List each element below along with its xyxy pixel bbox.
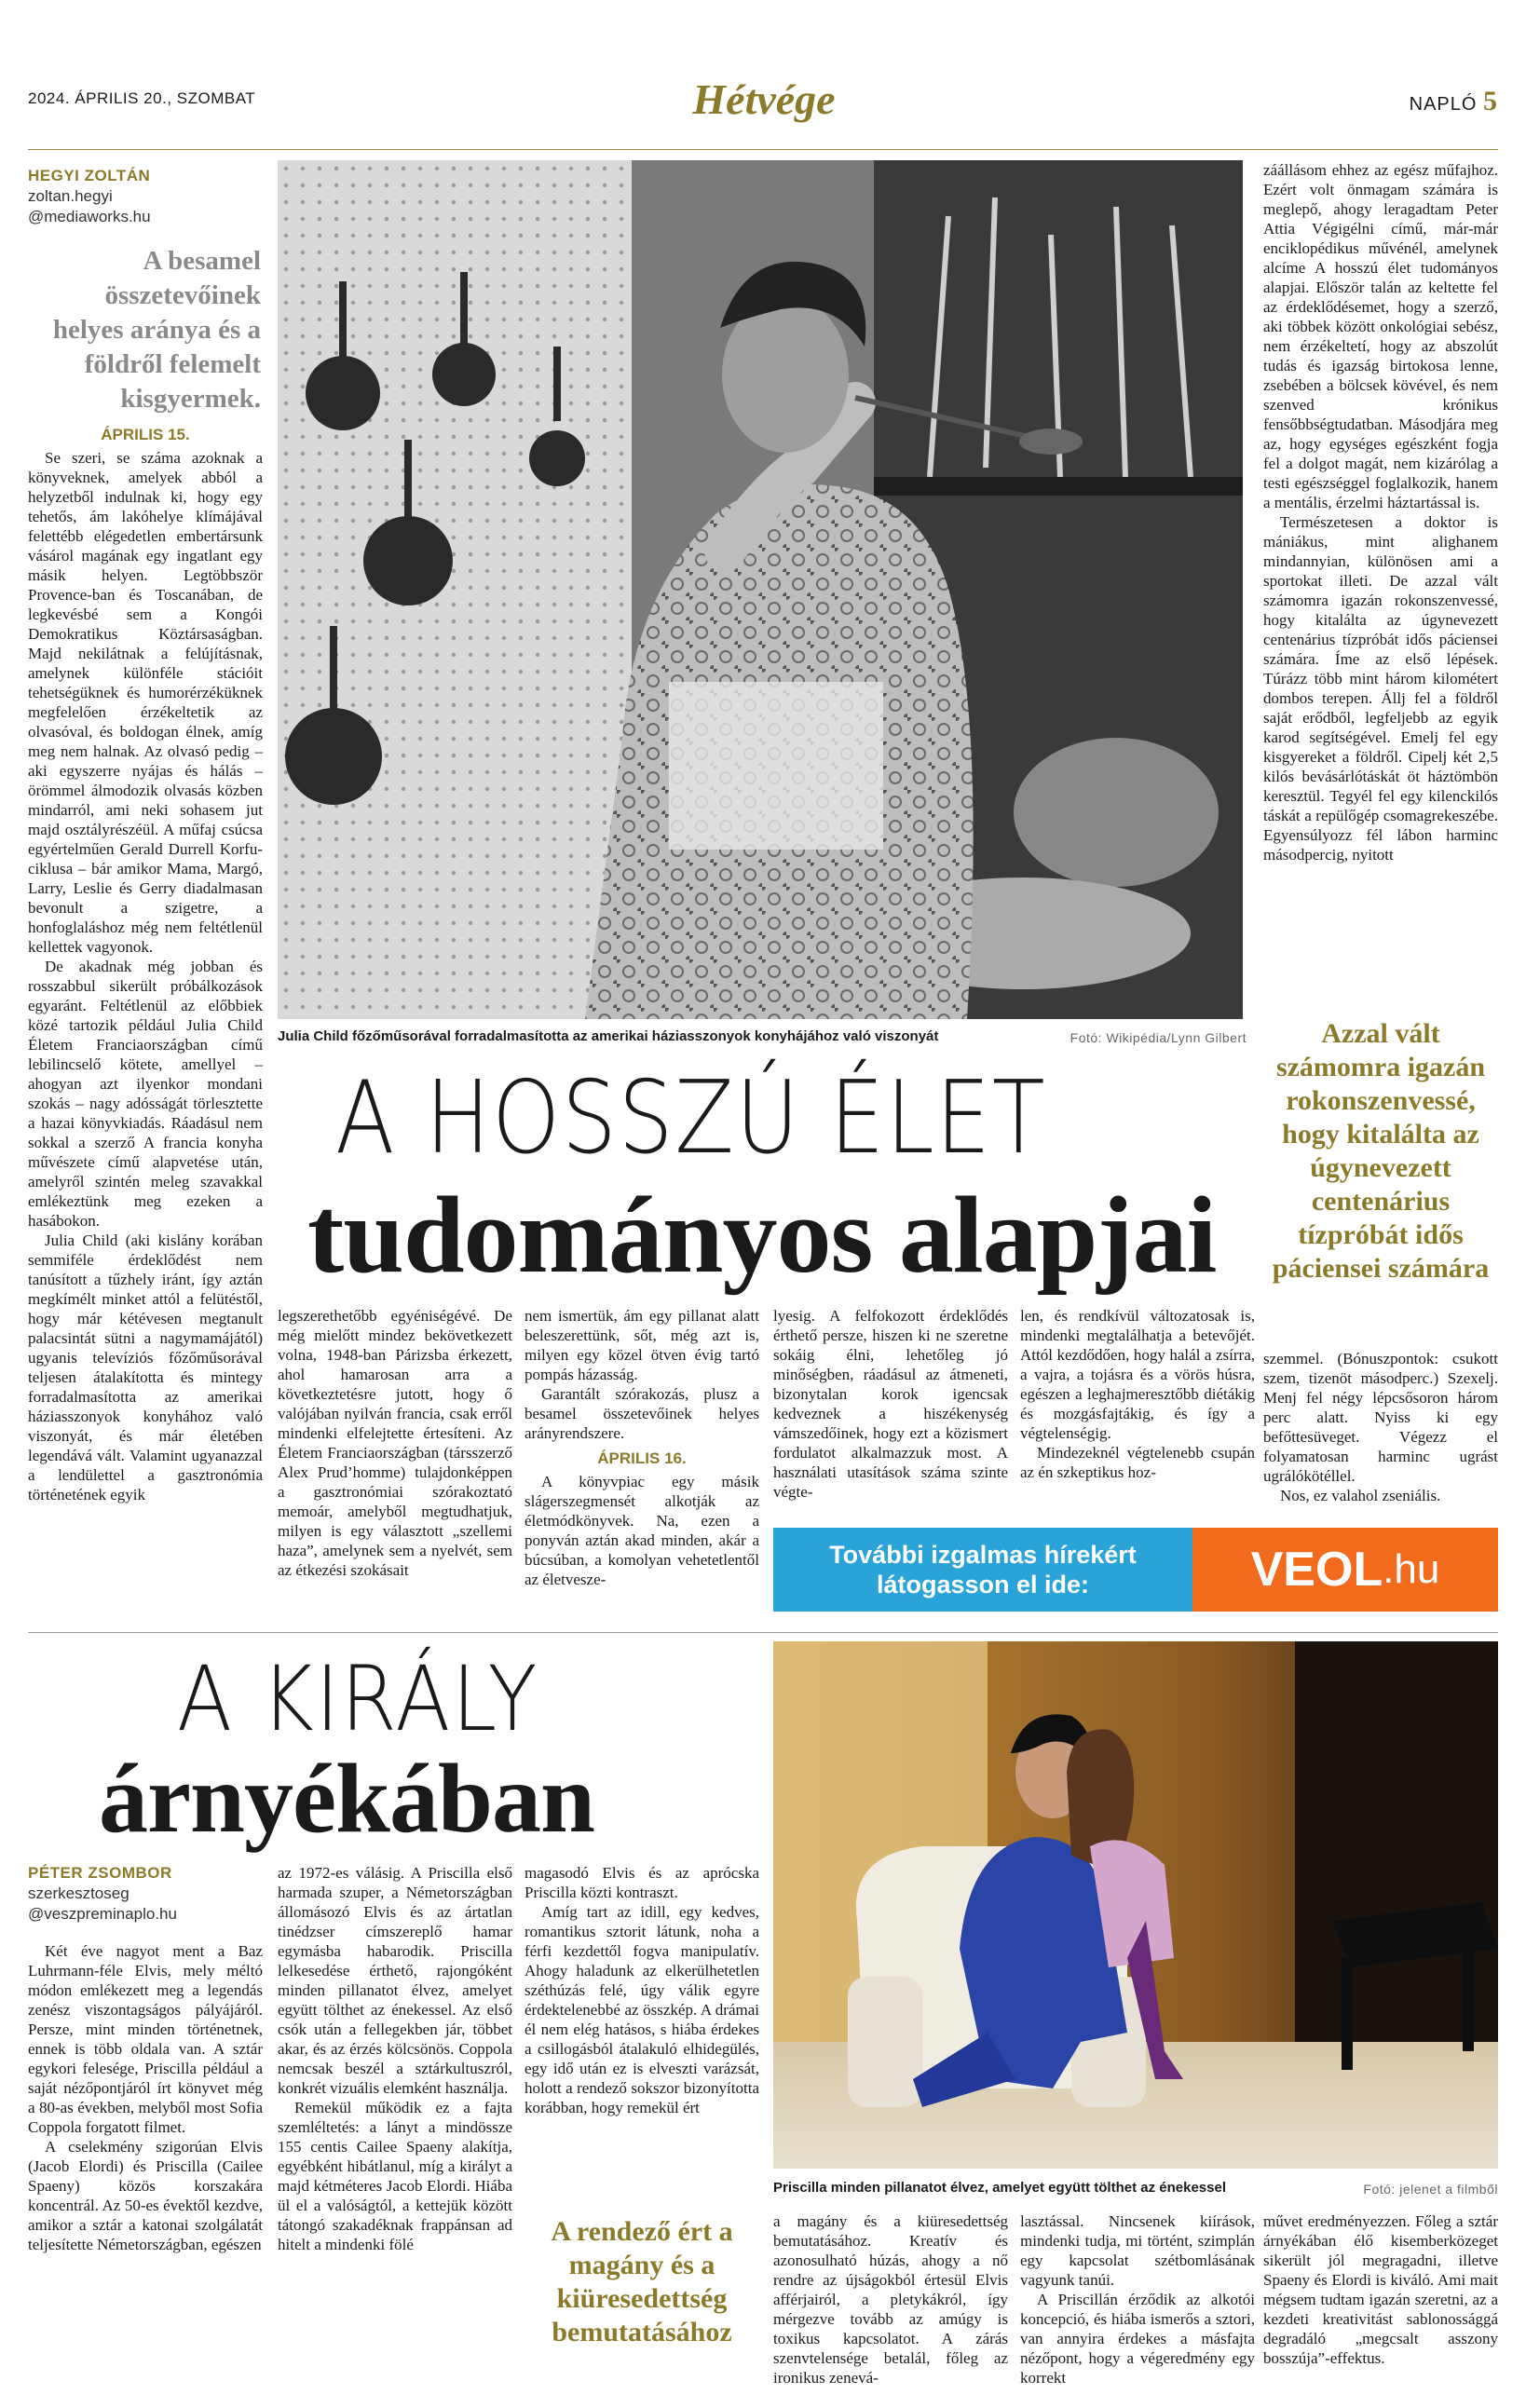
ad-brand-suffix: .hu <box>1383 1546 1440 1592</box>
paragraph: művet eredményezzen. Főleg a sztár árnyékában élő kisemberközeget sikerült jól megragadni, illetve Spaeny és Elordi is kiváló. Ami mait mégsem tudtam igazán szeretni, az a kezdeti kreativitást sablonossággá degradáló „megcsalt asszony bosszúja”-effektus. <box>1263 2212 1498 2367</box>
ad-text-line2: látogasson el ide: <box>876 1571 1090 1599</box>
paragraph: a magány és a kiüresedettség bemutatásához. Kreatív és azonosulható húzás, ahogy a nő rendre az újságokból értesül Elvis afférjairól, a pletykákról, így mérgezve tovább az amúgy is toxikus kapcsolatot. A zárás szenvtelensége betalál, főleg az ironikus zenevá- <box>773 2212 1008 2387</box>
issue-date: 2024. ÁPRILIS 20., SZOMBAT <box>28 89 256 107</box>
paragraph: magasodó Elvis és az aprócska Priscilla közti kontraszt. <box>525 1864 759 1901</box>
article2-title-line1: A KIRÁLY <box>177 1647 539 1751</box>
article2-photo-caption: Priscilla minden pillanatot élvez, amelyet együtt tölthet az énekessel <box>773 2180 1226 2196</box>
paper-name: NAPLÓ <box>1409 94 1478 115</box>
paragraph: Természetesen a doktor is mániákus, mint alighanem mindannyian, különösen ami a sportokat illeti. De azzal vált számomra igazán rokonszenvessé, hogy kitalálta az úgynevezett centenárius tízpróbát idős páciensei számára. Íme az első lépések. Túrázz több mint három kilométert dombos terepen. Állj fel a földről saját erődből, legfeljebb az egyik karod segítségével. Emelj fel egy kisgyereket a földről. Cipelj két 2,5 kilós bevásárlótáskát öt háztömbön keresztül. Tegyél fel egy kilenckilós táskát a repülőgép csomagrekeszébe. Egyensúlyozz fél lábon harminc másodpercig, nyitott <box>1263 513 1498 864</box>
paragraph: Két éve nagyot ment a Baz Luhrmann-féle Elvis, mely méltó módon emlékezett meg a legendás zenész viszontagságos pályájáról. Persze, mint minden történetnek, ennek is több oldala van. A sztár egykori felesége, Priscilla például a saját nézőpontjáról írt könyvet még a 80-as években, melyből most Sofia Coppola forgatott filmet. <box>28 1942 263 2136</box>
article1-title-line1: A HOSSZÚ ÉLET <box>335 1060 1047 1177</box>
article1-column-4 <box>773 1306 1008 1502</box>
article2-photo-credit: Fotó: jelenet a filmből <box>1363 2182 1498 2197</box>
article1-photo-credit: Fotó: Wikipédia/Lynn Gilbert <box>1070 1030 1247 1045</box>
page-label <box>1410 86 1498 117</box>
julia-child-photo <box>278 160 1243 1019</box>
paragraph: Amíg tart az idill, egy kedves, romantikus sztorit látunk, noha a férfi kezdettől fogva manipulatív. Ahogy haladunk az elkerülhetetlen széthúzás felé, úgy válik egyre érdektelenebbé az összkép. A drámai él nem elég hatásos, s hiába érdekes a csillogásból átalakuló elhidegülés, egy idő után ez is elveszti varázsát, holott a rendező sokszor bizonyította korábban, hogy remekül ért <box>525 1903 759 2116</box>
paragraph: A könyvpiac egy másik slágerszegmensét alkotják az életmódkönyvek. Na, ezen a ponyván aztán akad minden, akár a búcsúban, a komolyan vehetetlentől az életvesze- <box>525 1473 759 1588</box>
author-email-2: @mediaworks.hu <box>28 208 151 225</box>
article1-lead: A besamel összetevőinek helyes aránya és a földről felemelt kisgyermek. <box>52 246 261 414</box>
paragraph: legszerethetőbb egyéniségévé. De még mielőtt mindez bekövetkezett volna, 1948-ban Párizsba érkezett, ahol hamarosan arra a következtetésre jutott, hogy ő valójában nyilván francia, csak erről mindenki elfelejtette értesíteni. Az Életem Franciaországban (társszerző Alex Prud’homme) tulajdonképpen a gasztronómiai szórakoztató memoár, amelyből megtudhatjuk, milyen is egy választott „szellemi haza”, amelynek sem a nyelvét, sem az étkezési szokásait <box>278 1307 512 1579</box>
paragraph: A Priscillán érződik az alkotói koncepció, és hiába ismerős a sztori, van annyira érdekes a másfajta nézőpont, hogy a végeredmény egy korrekt <box>1020 2291 1255 2387</box>
article1-column-7 <box>1263 1349 1498 1505</box>
section-title: Hétvége <box>692 75 836 123</box>
article2-column-2 <box>278 1863 512 2254</box>
paragraph: Nos, ez valahol zseniális. <box>1280 1487 1441 1504</box>
author-name: PÉTER ZSOMBOR <box>28 1864 172 1882</box>
veol-ad-banner[interactable] <box>773 1528 1498 1612</box>
article-separator <box>28 1632 1498 1633</box>
paragraph: Garantált szórakozás, plusz a besamel összetevőinek helyes arányrendszere. <box>525 1385 759 1442</box>
article1-column-3 <box>525 1306 759 1589</box>
article1-photo-caption: Julia Child főzőműsorával forradalmasította az amerikai háziasszonyok konyhájához való viszonyát <box>278 1028 939 1044</box>
header-rule <box>28 149 1498 150</box>
paragraph: az 1972-es válásig. A Priscilla első harmada szuper, a Németországban állomásozó Elvis és az ártatlan tinédzser címszereplő hamar egymásba habarodik. Priscilla lelkesedése érthető, rajongóként minden pillanatot élvez, amelyet együtt tölthet az énekessel. Az első csók után a fellegekben jár, többet akar, és az érzés kölcsönös. Coppola nemcsak beszél a sztárkultuszról, konkrét vizuális elemként használja. <box>278 1864 512 2097</box>
day-heading: ÁPRILIS 15. <box>101 426 190 443</box>
article1-column-6 <box>1263 160 1498 864</box>
ad-text-line1: További izgalmas hírekért <box>829 1541 1137 1569</box>
author-name: HEGYI ZOLTÁN <box>28 167 151 184</box>
page-number: 5 <box>1483 86 1498 116</box>
paragraph: A cselekmény szigorúan Elvis (Jacob Elordi) és Priscilla (Cailee Spaeny) közös korszakára koncentrál. Az 50-es évektől kezdve, amikor a sztár a katonai szolgálatát teljesítette Németországban, egészen <box>28 2138 263 2253</box>
article1-column-2 <box>278 1306 512 1580</box>
article2-title-line2: árnyékában <box>99 1744 594 1853</box>
author-role: szerkesztoseg <box>28 1884 129 1902</box>
article1-author <box>28 166 261 227</box>
article2-column-4 <box>773 2211 1008 2388</box>
paragraph: nem ismertük, ám egy pillanat alatt beleszerettünk, sőt, még azt is, milyen egy közel ötven évig tartó pompás házasság. <box>525 1307 759 1383</box>
article2-column-6 <box>1263 2211 1498 2368</box>
paragraph: lyesig. A felfokozott érdeklődés érthető persze, hiszen ki ne szeretne sokáig élni, lehetőleg jó minőségben, ráadásul az átmeneti, bizonytalan korok igencsak kedveznek a hiszékenység vámszedőinek, hogy ezt a közismert fordulatot alkalmazzuk most. A használati utasítások száma szinte végte- <box>773 1307 1008 1501</box>
priscilla-film-photo <box>773 1641 1498 2169</box>
paragraph: len, és rendkívül változatosak is, mindenki megtalálhatja a betevőjét. Attól kezdődően, hogy halál a zsírra, a vajra, a tojásra és a vörös húsra, egészen a leghajmeresztőbb diétákig és mozgásfajtákig, és így a végtelenségig. <box>1020 1307 1255 1442</box>
author-email: @veszpreminaplo.hu <box>28 1905 177 1923</box>
ad-brand <box>1192 1528 1498 1612</box>
ad-brand-name: VEOL <box>1250 1543 1383 1597</box>
article2-pull-quote: A rendező ért a magány és a kiüresedettség bemutatásához <box>551 2216 733 2347</box>
paragraph: Mindezeknél végtelenebb csupán az én szkeptikus hoz- <box>1020 1444 1255 1481</box>
article2-column-1 <box>28 1941 263 2254</box>
paragraph: Remekül működik ez a fajta szemléltetés: a lányt a mindössze 155 centis Cailee Spaeny alakítja, egyébként hibátlanul, míg a királyt a majd kétméteres Jacob Elordi. Hiába ül el a valóságtól, a kettejük között tátongó szakadéknak frappánsan ad hitelt a mindenki fölé <box>278 2099 512 2253</box>
article1-title-line2: tudományos alapjai <box>307 1174 1217 1296</box>
paragraph: szemmel. (Bónuszpontok: csukott szem, tizenöt másodperc.) Szexelj. Menj fel négy lépcsősoron három perc alatt. Nyiss ki egy befőttesüveget. Végezz el folyamatosan harminc ugrást ugrálókötéllel. <box>1263 1350 1498 1485</box>
article1-column-5 <box>1020 1306 1255 1482</box>
ad-text <box>773 1528 1192 1612</box>
author-email-1: zoltan.hegyi <box>28 187 113 205</box>
article2-column-5 <box>1020 2211 1255 2388</box>
article1-column-1 <box>28 419 263 1504</box>
paragraph: Se szeri, se száma azoknak a könyveknek, amelyek abból a helyzetből indulnak ki, hogy egy tehetős, ám lakóhelye klímájával felettébb elégedetlen embertársunk vásárol magának egy ingatlant egy másik helyen. Legtöbbször Provence-ban és Toscanában, de legkevésbé sem a Kongói Demokratikus Köztársaságban. Majd nekilátnak a felújításnak, amelynek különféle stációit tehetségüknek és humorérzéküknek megfelelően érzékeltetik az olvasóval, és boldogan élnek, amíg meg nem halnak. Az olvasó pedig – aki egyszerre nyájas és hálás – örömmel álmodozik olvasás közben mindarról, ami neki sohasem jut majd osztályrészéül. A műfaj csúcsa egyértelműen Gerald Durrell Korfu-ciklusa – bár amikor Mama, Margó, Larry, Leslie és Gerry diadalmasan bevonult a szigetre, a honfoglaláshoz még nem feltétlenül kellettek vagyonok. <box>28 449 263 956</box>
paragraph: záállásom ehhez az egész műfajhoz. Ezért volt önmagam számára is meglepő, ahogy leragadtam Peter Attia Végigélni című, már-már enciklopédikus művénél, amelynek alcíme A hosszú élet tudományos alapjai. Először talán az keltette fel az érdeklődésemet, hogy a szerző, aki többek között onkológiai sebész, nem érzékeltetí, hogy az abszolút tudás és igazság birtokosa lenne, zsebében a bölcsek kövével, és nem szenved krónikus fensőbbségtudatban. Másodjára meg az, hogy egységes egészként fogja fel a dolgot magát, nem kizárólag a testi egészséggel foglalkozik, hanem a mentális, érzelmi háztartással is. <box>1263 161 1498 511</box>
article2-author <box>28 1863 261 1925</box>
article1-pull-quote: Azzal vált számomra igazán rokonszenvessé, hogy kitalálta az úgynevezett centenárius tízpróbát idős páciensei számára <box>1272 1018 1490 1284</box>
day-heading: ÁPRILIS 16. <box>597 1449 687 1467</box>
paragraph: lasztással. Nincsenek kiírások, mindenki tudja, mi történt, szimplán egy kapcsolat szétbomlásának vagyunk tanúi. <box>1020 2212 1255 2289</box>
article2-column-3 <box>525 1863 759 2117</box>
paragraph: Julia Child (aki kislány korában semmiféle érdeklődést nem tanúsított a tűzhely iránt, így aztán megkímélt minket attól a felütéstől, hogy már kétévesen megtanult palacsintát sütni a nagymamájától) ugyanis televíziós főzőműsorával teljesen átalakította és mintegy forradalmasította az amerikai háziasszonyok konyhához való viszonyát, és már életében legendává vált. Valamint ugyanazzal a lendülettel a gasztronómia történetének egyik <box>28 1231 263 1503</box>
paragraph: De akadnak még jobban és rosszabbul sikerült próbálkozások egyaránt. Feltétlenül az előbbiek közé tartozik például Julia Child Életem Franciaországban című lebilincselő kötete, amellyel – ahogyan azt ilyenkor mondani szokás – nagy adósságát törlesztette a hazai könyvkiadás. Ráadásul nem sokkal a szerző A francia konyha művészete című alapvetése után, amelyről szintén meleg szavakkal emlékeztünk meg ezeken a hasábokon. <box>28 958 263 1230</box>
